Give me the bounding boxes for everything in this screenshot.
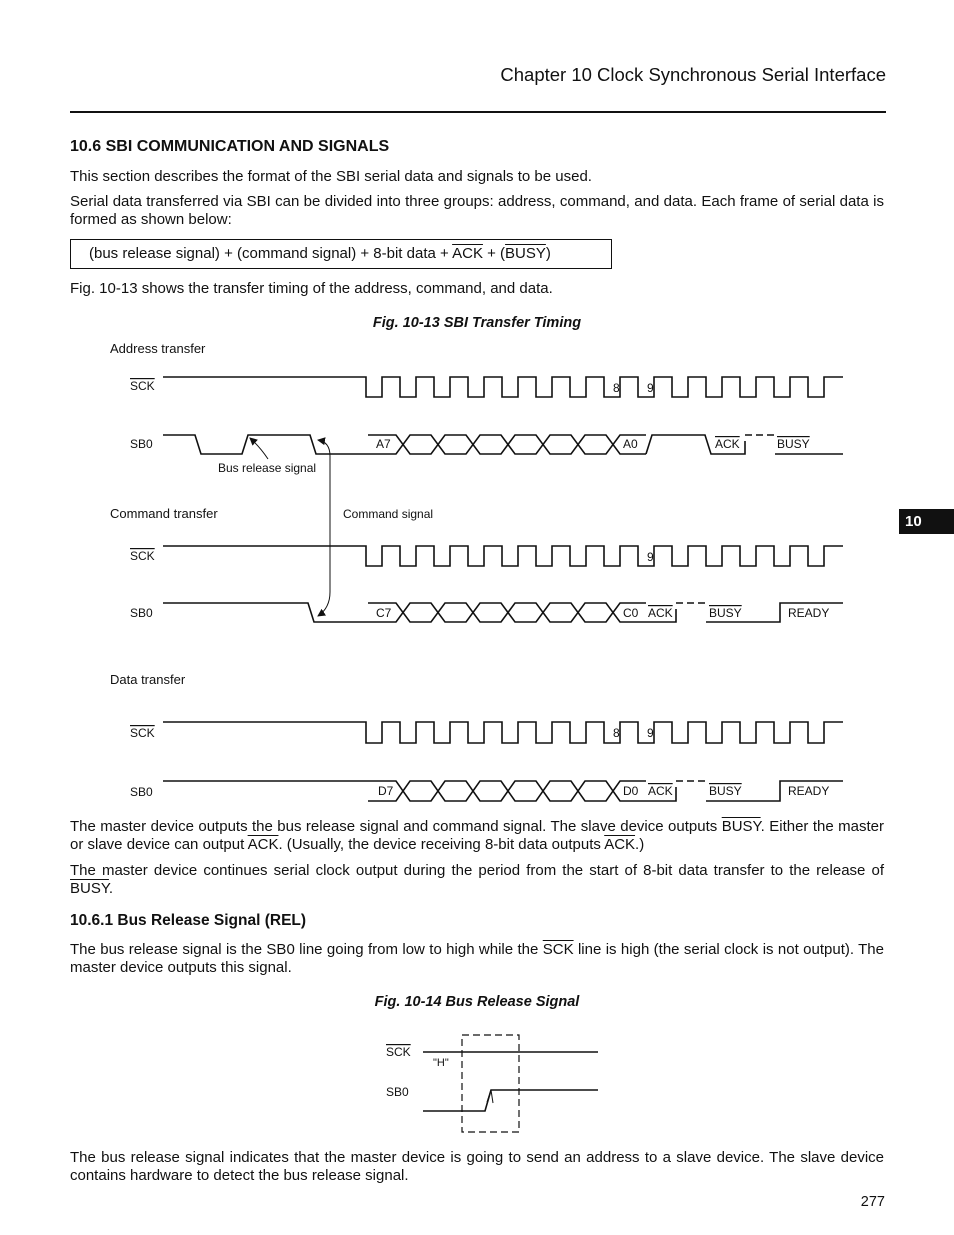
fig-ref-paragraph: Fig. 10-13 shows the transfer timing of the address, command, and data. (70, 280, 553, 297)
sb0-waveform-address (163, 435, 843, 454)
final-paragraph: The bus release signal indicates that the master device is going to send an address to a slave device. The slave device contains hardware to detect the bus release signal. (70, 1149, 884, 1184)
pulse-9-command: 9 (647, 550, 654, 564)
ready-data: READY (788, 784, 830, 798)
sck-label-data: SCK (130, 726, 155, 740)
fig14-caption: Fig. 10-14 Bus Release Signal (374, 994, 580, 1010)
data-transfer-label: Data transfer (110, 672, 186, 687)
section-heading: 10.6 SBI COMMUNICATION AND SIGNALS (70, 138, 390, 155)
bit-c0: C0 (623, 606, 639, 620)
chapter-tab: 10 (899, 509, 954, 534)
master-paragraph: The master device outputs the bus release signal and command signal. The slave device outputs BUSY. Either the master or slave device can output $\overline{ACK}$. (Usually, the device receiving 8-bit data outputs $\overline{ACK}$.) (70, 818, 884, 853)
pulse-9-data: 9 (647, 726, 654, 740)
ready-command: READY (788, 606, 830, 620)
ack-command: ACK (648, 606, 673, 620)
command-signal-arrow-down (318, 592, 330, 616)
groups-paragraph: Serial data transferred via SBI can be divided into three groups: address, command, and data. Each frame of serial data is formed as shown below: (70, 193, 884, 228)
fig14-dashed-window (462, 1035, 519, 1132)
subsection-heading: 10.6.1 Bus Release Signal (REL) (70, 912, 307, 929)
fig14-h-label: "H" (433, 1057, 449, 1069)
bus-release-signal-label: Bus release signal (218, 461, 317, 475)
bit-c7: C7 (376, 606, 392, 620)
sb0-label-command: SB0 (130, 606, 153, 620)
address-transfer-label: Address transfer (110, 341, 206, 356)
chapter-header: Chapter 10 Clock Synchronous Serial Interface (500, 64, 886, 85)
bit-a7: A7 (376, 437, 391, 451)
sck-label-command: SCK (130, 549, 155, 563)
page-number: 277 (860, 1194, 885, 1210)
sck-waveform-address (163, 377, 843, 397)
bus-release-paragraph: The bus release signal is the SB0 line going from low to high while the $\overline{SCK}$ line is high (the serial clock is not output). The master device outputs this signal. (70, 941, 884, 976)
bus-release-arrow (250, 438, 268, 459)
command-transfer-label: Command transfer (110, 506, 218, 521)
clock-paragraph: The master device continues serial clock output during the period from the start of 8-bit data transfer to the release of BUSY. (70, 862, 884, 897)
command-signal-arrow-up (318, 440, 330, 592)
busy-address: BUSY (777, 437, 810, 451)
bit-a0: A0 (623, 437, 638, 451)
intro-paragraph: This section describes the format of the SBI serial data and signals to be used. (70, 168, 592, 185)
busy-data: BUSY (709, 784, 742, 798)
frame-format-box: (bus release signal) + (command signal) + 8-bit data + $\overline{ACK}$ + (BUSY) (70, 239, 612, 269)
ack-data: ACK (648, 784, 673, 798)
fig14-sck-label: SCK (386, 1045, 411, 1059)
pulse-9-address: 9 (647, 381, 654, 395)
fig14-bus-release-diagram (386, 1035, 598, 1132)
fig13-caption: Fig. 10-13 SBI Transfer Timing (372, 315, 582, 331)
sb0-label-data: SB0 (130, 785, 153, 799)
bit-d0: D0 (623, 784, 639, 798)
pulse-8-data: 8 (613, 726, 620, 740)
sck-waveform-command (163, 546, 843, 566)
sb0-label-address: SB0 (130, 437, 153, 451)
ack-address: ACK (715, 437, 740, 451)
pulse-8-address: 8 (613, 381, 620, 395)
bit-d7: D7 (378, 784, 394, 798)
sck-label-address: SCK (130, 379, 155, 393)
sck-waveform-data (163, 722, 843, 743)
sck-waveforms (163, 377, 843, 743)
fig14-sb0-label: SB0 (386, 1085, 409, 1099)
command-signal-label: Command signal (343, 507, 434, 521)
fig14-sb0-waveform (423, 1090, 598, 1111)
busy-command: BUSY (709, 606, 742, 620)
